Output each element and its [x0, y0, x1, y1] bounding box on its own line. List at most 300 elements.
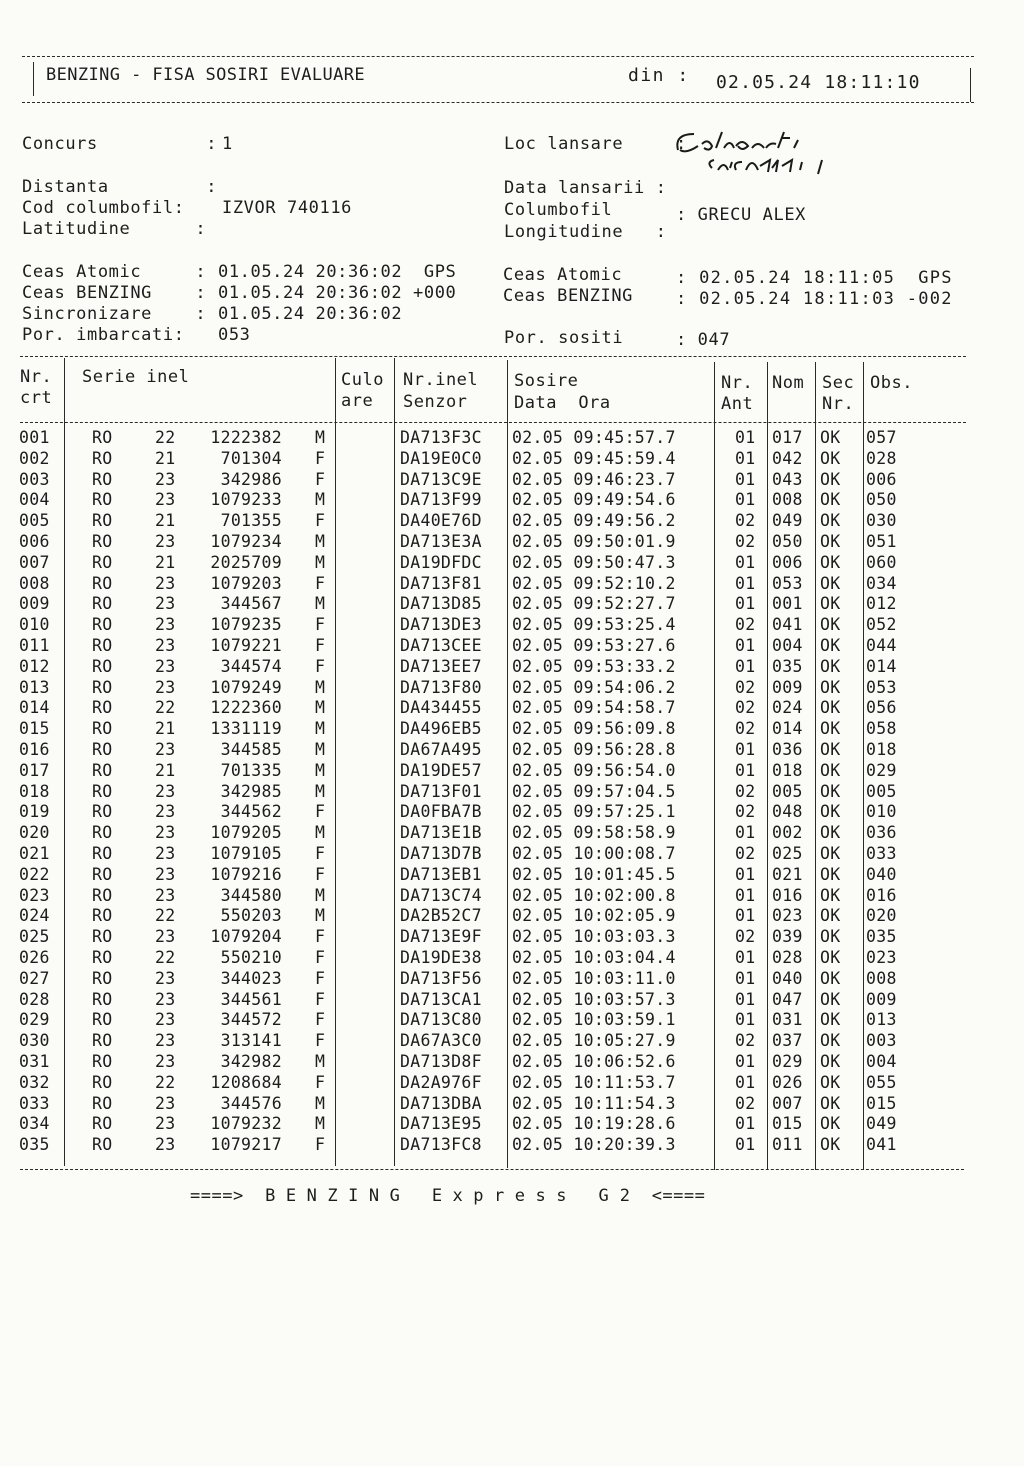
row-sec: OK [820, 989, 841, 1009]
row-ring-number: 1079205 [210, 823, 282, 843]
row-sec: OK [820, 1051, 841, 1071]
row-country: RO [92, 927, 113, 947]
row-obs: 049 [866, 1114, 897, 1134]
row-year: 23 [155, 656, 176, 676]
row-sex: F [315, 1010, 326, 1030]
row-arrival: 02.05 10:00:08.7 [512, 843, 676, 863]
row-sensor-ring: DA67A3C0 [400, 1031, 482, 1051]
header-data-ora: Data Ora [514, 393, 611, 413]
row-antenna: 01 [735, 947, 756, 967]
row-sex: M [315, 677, 326, 697]
row-arrival: 02.05 10:11:54.3 [512, 1093, 676, 1113]
row-country: RO [92, 469, 113, 489]
row-sec: OK [820, 843, 841, 863]
header-senzor: Senzor [403, 392, 468, 412]
row-country: RO [92, 968, 113, 988]
table-row [0, 594, 1024, 615]
row-nom: 016 [772, 885, 803, 905]
row-year: 23 [155, 469, 176, 489]
row-nr: 035 [19, 1135, 50, 1155]
row-ring-number: 1079105 [210, 843, 282, 863]
row-sec: OK [820, 469, 841, 489]
row-arrival: 02.05 09:50:47.3 [512, 552, 676, 572]
row-obs: 018 [866, 739, 897, 759]
row-ring-number: 1222382 [210, 428, 282, 447]
row-ring-number: 1079234 [210, 531, 282, 551]
row-ring-number: 1079232 [210, 1114, 282, 1134]
row-sex: F [315, 1072, 326, 1092]
loc-lansare-colon: : [676, 134, 687, 154]
row-sensor-ring: DA713C74 [400, 885, 482, 905]
row-obs: 057 [866, 428, 897, 447]
row-sex: M [315, 428, 326, 447]
row-arrival: 02.05 09:56:09.8 [512, 719, 676, 739]
row-sensor-ring: DA0FBA7B [400, 802, 482, 822]
row-sex: F [315, 448, 326, 468]
row-sec: OK [820, 927, 841, 947]
table-row [0, 1052, 1024, 1073]
table-row [0, 782, 1024, 803]
row-sec: OK [820, 552, 841, 572]
row-nr: 003 [19, 469, 50, 489]
row-sex: F [315, 656, 326, 676]
row-year: 23 [155, 1093, 176, 1113]
row-sex: F [315, 635, 326, 655]
row-country: RO [92, 823, 113, 843]
table-row [0, 678, 1024, 699]
row-obs: 020 [866, 906, 897, 926]
row-antenna: 02 [735, 1093, 756, 1113]
table-row [0, 636, 1024, 657]
row-year: 23 [155, 573, 176, 593]
row-sex: M [315, 698, 326, 718]
row-country: RO [92, 1093, 113, 1113]
row-country: RO [92, 656, 113, 676]
row-country: RO [92, 885, 113, 905]
concurs-label: Concurs : [22, 134, 218, 154]
row-sex: M [315, 531, 326, 551]
row-arrival: 02.05 09:45:59.4 [512, 448, 676, 468]
row-sex: F [315, 511, 326, 531]
row-arrival: 02.05 09:53:27.6 [512, 635, 676, 655]
header-left-border [33, 62, 34, 96]
row-nr: 022 [19, 864, 50, 884]
row-country: RO [92, 864, 113, 884]
row-antenna: 01 [735, 635, 756, 655]
table-row [0, 470, 1024, 491]
row-sensor-ring: DA713E1B [400, 823, 482, 843]
table-row [0, 553, 1024, 574]
row-nr: 024 [19, 906, 50, 926]
row-sensor-ring: DA713DE3 [400, 615, 482, 635]
row-obs: 028 [866, 448, 897, 468]
row-country: RO [92, 635, 113, 655]
table-row [0, 574, 1024, 595]
row-sex: M [315, 1051, 326, 1071]
row-sec: OK [820, 490, 841, 510]
row-sec: OK [820, 698, 841, 718]
row-nr: 001 [19, 428, 50, 447]
ceas-atomic-label: Ceas Atomic : [22, 262, 207, 282]
row-sex: M [315, 823, 326, 843]
row-sec: OK [820, 531, 841, 551]
row-antenna: 02 [735, 927, 756, 947]
row-ring-number: 1079204 [210, 927, 282, 947]
row-nr: 014 [19, 698, 50, 718]
row-sensor-ring: DA713F3C [400, 428, 482, 447]
row-antenna: 02 [735, 511, 756, 531]
row-sensor-ring: DA713F99 [400, 490, 482, 510]
row-obs: 014 [866, 656, 897, 676]
row-year: 23 [155, 927, 176, 947]
row-sec: OK [820, 823, 841, 843]
row-nom: 050 [772, 531, 803, 551]
row-sensor-ring: DA713FC8 [400, 1135, 482, 1155]
row-nr: 028 [19, 989, 50, 1009]
row-year: 22 [155, 428, 176, 447]
row-obs: 006 [866, 469, 897, 489]
footer-arrow-right: <==== [651, 1186, 706, 1206]
row-ring-number: 1079203 [210, 573, 282, 593]
table-row [0, 1031, 1024, 1052]
row-country: RO [92, 594, 113, 614]
footer-brand: BENZING [265, 1186, 411, 1206]
row-antenna: 01 [735, 1114, 756, 1134]
table-header [0, 367, 1024, 417]
row-arrival: 02.05 09:46:23.7 [512, 469, 676, 489]
row-antenna: 01 [735, 739, 756, 759]
ceas-benzing-value: 01.05.24 20:36:02 +000 [218, 283, 457, 303]
row-year: 21 [155, 719, 176, 739]
row-year: 23 [155, 968, 176, 988]
cod-columbofil-label: Cod columbofil: [22, 198, 185, 218]
header-obs: Obs. [870, 373, 913, 393]
row-sec: OK [820, 573, 841, 593]
row-arrival: 02.05 10:02:05.9 [512, 906, 676, 926]
row-obs: 034 [866, 573, 897, 593]
row-obs: 040 [866, 864, 897, 884]
table-bottom-border [20, 1169, 964, 1170]
row-year: 23 [155, 531, 176, 551]
row-arrival: 02.05 09:54:58.7 [512, 698, 676, 718]
row-nom: 029 [772, 1051, 803, 1071]
row-antenna: 01 [735, 1010, 756, 1030]
row-nom: 007 [772, 1093, 803, 1113]
row-country: RO [92, 906, 113, 926]
row-country: RO [92, 719, 113, 739]
table-row [0, 1094, 1024, 1115]
row-antenna: 02 [735, 802, 756, 822]
row-sex: F [315, 1031, 326, 1051]
imbarcati-value: 053 [218, 325, 251, 345]
footer-model: G2 [598, 1186, 641, 1206]
row-year: 21 [155, 552, 176, 572]
row-year: 23 [155, 739, 176, 759]
row-antenna: 01 [735, 968, 756, 988]
row-country: RO [92, 677, 113, 697]
loc-lansare-label: Loc lansare [504, 134, 624, 154]
row-ring-number: 1079216 [210, 864, 282, 884]
row-sec: OK [820, 739, 841, 759]
row-antenna: 01 [735, 552, 756, 572]
row-nr: 008 [19, 573, 50, 593]
row-year: 23 [155, 635, 176, 655]
row-arrival: 02.05 10:03:59.1 [512, 1010, 676, 1030]
sositi-value: : 047 [676, 330, 731, 350]
row-sec: OK [820, 1114, 841, 1134]
row-year: 22 [155, 906, 176, 926]
row-obs: 008 [866, 968, 897, 988]
row-ring-number: 344023 [220, 968, 282, 988]
row-year: 21 [155, 760, 176, 780]
row-nom: 042 [772, 448, 803, 468]
row-country: RO [92, 1031, 113, 1051]
sincronizare-label: Sincronizare : [22, 304, 207, 324]
row-obs: 012 [866, 594, 897, 614]
table-row [0, 615, 1024, 636]
row-ring-number: 2025709 [210, 552, 282, 572]
row-nr: 019 [19, 802, 50, 822]
table-row [0, 1135, 1024, 1156]
row-sensor-ring: DA19DFDC [400, 552, 482, 572]
row-year: 23 [155, 615, 176, 635]
row-antenna: 01 [735, 490, 756, 510]
header-nr-inel: Nr.inel [403, 370, 479, 390]
row-nr: 031 [19, 1051, 50, 1071]
row-year: 23 [155, 1010, 176, 1030]
row-country: RO [92, 1051, 113, 1071]
footer-banner [190, 1186, 705, 1206]
row-nr: 021 [19, 843, 50, 863]
row-country: RO [92, 1135, 113, 1155]
row-country: RO [92, 615, 113, 635]
row-nom: 018 [772, 760, 803, 780]
row-sec: OK [820, 428, 841, 447]
row-nom: 028 [772, 947, 803, 967]
row-nom: 004 [772, 635, 803, 655]
row-country: RO [92, 511, 113, 531]
row-sex: M [315, 719, 326, 739]
row-arrival: 02.05 09:49:54.6 [512, 490, 676, 510]
footer-product: Express [431, 1186, 577, 1206]
columbofil-label: Columbofil [504, 200, 613, 220]
row-ring-number: 342986 [220, 469, 282, 489]
row-sec: OK [820, 760, 841, 780]
row-ring-number: 1331119 [210, 719, 282, 739]
header-culoare-2: are [341, 391, 374, 411]
row-obs: 036 [866, 823, 897, 843]
row-nom: 006 [772, 552, 803, 572]
row-sex: M [315, 739, 326, 759]
row-sec: OK [820, 906, 841, 926]
row-antenna: 01 [735, 594, 756, 614]
row-year: 22 [155, 698, 176, 718]
header-nr-ant: Nr. [721, 373, 754, 393]
row-sensor-ring: DA713E3A [400, 531, 482, 551]
ceas-atomic-value: 01.05.24 20:36:02 GPS [218, 262, 457, 282]
row-country: RO [92, 947, 113, 967]
row-sec: OK [820, 656, 841, 676]
row-sensor-ring: DA434455 [400, 698, 482, 718]
row-sec: OK [820, 594, 841, 614]
row-sex: F [315, 989, 326, 1009]
row-sec: OK [820, 719, 841, 739]
row-sensor-ring: DA713C80 [400, 1010, 482, 1030]
row-nr: 023 [19, 885, 50, 905]
row-sec: OK [820, 1072, 841, 1092]
row-sex: M [315, 594, 326, 614]
table-row [0, 511, 1024, 532]
row-antenna: 02 [735, 843, 756, 863]
row-nr: 013 [19, 677, 50, 697]
row-arrival: 02.05 09:53:25.4 [512, 615, 676, 635]
row-year: 22 [155, 947, 176, 967]
row-arrival: 02.05 09:54:06.2 [512, 677, 676, 697]
row-sex: F [315, 1135, 326, 1155]
row-sensor-ring: DA19DE57 [400, 760, 482, 780]
row-sensor-ring: DA713DBA [400, 1093, 482, 1113]
row-nr: 029 [19, 1010, 50, 1030]
row-sex: F [315, 864, 326, 884]
row-ring-number: 701304 [220, 448, 282, 468]
row-year: 21 [155, 448, 176, 468]
row-antenna: 01 [735, 1051, 756, 1071]
table-header-bottom-border [20, 422, 966, 423]
row-sec: OK [820, 781, 841, 801]
table-row [0, 906, 1024, 927]
row-year: 22 [155, 1072, 176, 1092]
row-nom: 026 [772, 1072, 803, 1092]
row-obs: 041 [866, 1135, 897, 1155]
row-obs: 023 [866, 947, 897, 967]
row-arrival: 02.05 09:53:33.2 [512, 656, 676, 676]
row-arrival: 02.05 09:56:54.0 [512, 760, 676, 780]
row-arrival: 02.05 10:11:53.7 [512, 1072, 676, 1092]
row-ring-number: 550210 [220, 947, 282, 967]
row-sensor-ring: DA713D8F [400, 1051, 482, 1071]
row-antenna: 01 [735, 656, 756, 676]
row-arrival: 02.05 10:02:00.8 [512, 885, 676, 905]
ceas-benzing-label: Ceas BENZING : [22, 283, 207, 303]
row-country: RO [92, 1072, 113, 1092]
row-obs: 016 [866, 885, 897, 905]
row-antenna: 01 [735, 906, 756, 926]
row-nr: 005 [19, 511, 50, 531]
sincronizare-value: 01.05.24 20:36:02 [218, 304, 403, 324]
row-obs: 056 [866, 698, 897, 718]
row-sensor-ring: DA713F81 [400, 573, 482, 593]
data-lansarii-label: Data lansarii : [504, 178, 667, 198]
header-sec: Sec [822, 373, 855, 393]
table-row [0, 1073, 1024, 1094]
row-obs: 052 [866, 615, 897, 635]
row-antenna: 01 [735, 469, 756, 489]
row-nr: 018 [19, 781, 50, 801]
table-row [0, 948, 1024, 969]
row-nr: 026 [19, 947, 50, 967]
row-arrival: 02.05 10:19:28.6 [512, 1114, 676, 1134]
row-obs: 010 [866, 802, 897, 822]
row-sex: F [315, 802, 326, 822]
table-row [0, 740, 1024, 761]
row-sex: M [315, 781, 326, 801]
table-row [0, 823, 1024, 844]
header-sosire: Sosire [514, 371, 579, 391]
row-arrival: 02.05 09:45:57.7 [512, 428, 676, 447]
row-year: 23 [155, 677, 176, 697]
distanta-label: Distanta : [22, 177, 218, 197]
row-antenna: 01 [735, 428, 756, 447]
row-sex: M [315, 1114, 326, 1134]
row-arrival: 02.05 09:57:25.1 [512, 802, 676, 822]
row-country: RO [92, 698, 113, 718]
report-date-label: din : [628, 65, 690, 86]
row-sex: F [315, 947, 326, 967]
ceas-atomic-right-label: Ceas Atomic [503, 265, 623, 285]
table-row [0, 1114, 1024, 1135]
row-ring-number: 342985 [220, 781, 282, 801]
row-nr: 020 [19, 823, 50, 843]
row-nom: 048 [772, 802, 803, 822]
row-sec: OK [820, 885, 841, 905]
row-arrival: 02.05 10:03:11.0 [512, 968, 676, 988]
header-sec-nr: Nr. [822, 394, 855, 414]
row-year: 23 [155, 843, 176, 863]
row-nom: 036 [772, 739, 803, 759]
row-nom: 039 [772, 927, 803, 947]
row-sex: F [315, 469, 326, 489]
row-antenna: 01 [735, 573, 756, 593]
row-arrival: 02.05 10:03:03.3 [512, 927, 676, 947]
row-nr: 010 [19, 615, 50, 635]
footer-arrow-left: ====> [190, 1186, 244, 1206]
row-sensor-ring: DA713E95 [400, 1114, 482, 1134]
row-ring-number: 344580 [220, 885, 282, 905]
row-ring-number: 701355 [220, 511, 282, 531]
row-nom: 025 [772, 843, 803, 863]
row-sec: OK [820, 615, 841, 635]
row-nom: 031 [772, 1010, 803, 1030]
row-year: 23 [155, 781, 176, 801]
row-sensor-ring: DA713F80 [400, 677, 482, 697]
row-sec: OK [820, 968, 841, 988]
row-sensor-ring: DA2B52C7 [400, 906, 482, 926]
row-nom: 015 [772, 1114, 803, 1134]
row-nom: 023 [772, 906, 803, 926]
row-sensor-ring: DA67A495 [400, 739, 482, 759]
row-sex: M [315, 490, 326, 510]
row-nom: 017 [772, 428, 803, 447]
row-nom: 001 [772, 594, 803, 614]
row-ring-number: 344567 [220, 594, 282, 614]
row-ring-number: 1079217 [210, 1135, 282, 1155]
row-sensor-ring: DA496EB5 [400, 719, 482, 739]
row-year: 23 [155, 594, 176, 614]
row-ring-number: 701335 [220, 760, 282, 780]
row-nom: 021 [772, 864, 803, 884]
table-row [0, 844, 1024, 865]
header-nr: Nr. [20, 367, 53, 387]
cod-columbofil-value: IZVOR 740116 [222, 198, 353, 218]
row-ring-number: 1079235 [210, 615, 282, 635]
row-ring-number: 344576 [220, 1093, 282, 1113]
row-country: RO [92, 843, 113, 863]
row-nom: 008 [772, 490, 803, 510]
row-year: 23 [155, 1051, 176, 1071]
header-crt: crt [20, 388, 53, 408]
row-year: 23 [155, 1031, 176, 1051]
row-country: RO [92, 448, 113, 468]
